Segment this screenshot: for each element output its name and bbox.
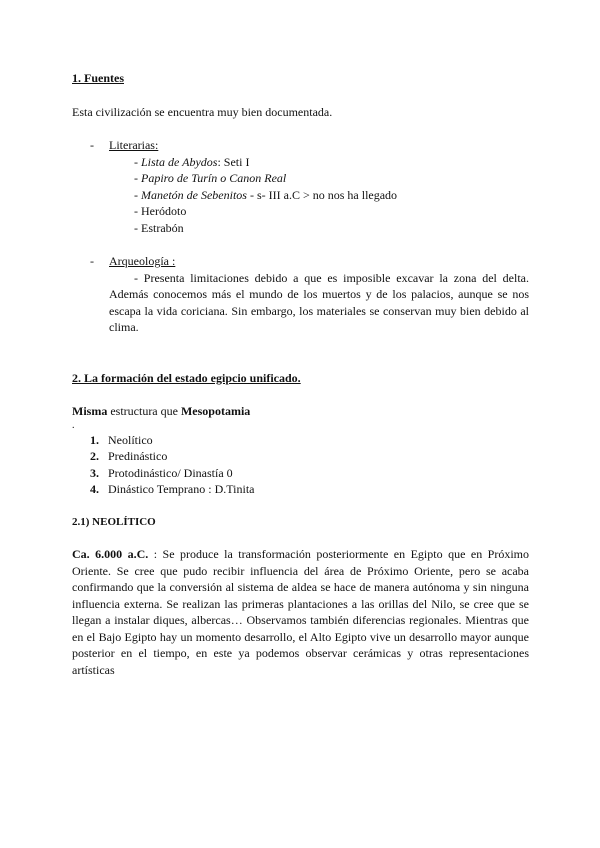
period-item: 4. Dinástico Temprano : D.Tinita	[90, 482, 255, 496]
dash-bullet: -	[90, 138, 94, 152]
literary-source-5: - Estrabón	[134, 220, 184, 235]
section-2-heading: 2. La formación del estado egipcio unificado.	[72, 370, 301, 385]
document-page	[72, 70, 529, 678]
section-1-intro: Esta civilización se encuentra muy bien documentada.	[72, 104, 333, 119]
literarias-label: Literarias:	[109, 138, 159, 152]
period-item: 2. Predinástico	[90, 449, 168, 463]
literary-source-3: - Manetón de Sebenitos - s- III a.C > no nos ha llegado	[134, 187, 398, 202]
sources-list	[72, 137, 529, 336]
literarias-item	[72, 137, 529, 236]
structure-line: Misma estructura que Mesopotamia	[72, 404, 251, 418]
literary-source-4: - Heródoto	[134, 204, 187, 218]
arqueologia-item	[72, 253, 529, 336]
periods-list	[72, 432, 529, 498]
literary-source-2: - Papiro de Turín o Canon Real	[134, 171, 287, 185]
literary-source-1: - Lista de Abydos: Seti I	[134, 154, 250, 169]
arqueologia-label: Arqueología :	[109, 254, 176, 268]
stray-dot: .	[72, 419, 75, 431]
period-item: 3. Protodinástico/ Dinastía 0	[90, 465, 233, 480]
section-1-heading: 1. Fuentes	[72, 71, 124, 85]
period-item: 1. Neolítico	[90, 432, 153, 447]
neolitico-paragraph: Ca. 6.000 a.C. : Se produce la transformación posteriormente en Egipto que en Próximo Oriente. Se cree que pudo recibir influencia del área de Próximo Oriente, pero se acaba confirmando que la conversión al sistema de aldea se hace de manera autónoma y sin ninguna influencia externa. Se realizan las primeras plantaciones a las orillas del Nilo, se cree que se llegan a instalar diques, albercas… Observamos también diferencias regionales. Mientras que en el Bajo Egipto hay un momento desarrollo, el Alto Egipto vive un desarrollo mayor aunque posterior en el tiempo, en este ya podemos observar cerámicas y otras representaciones artísticas	[72, 547, 529, 677]
arqueologia-text: - Presenta limitaciones debido a que es imposible excavar la zona del delta. Además conocemos más el mundo de los muertos y de los palacios, aunque se nos escapa la vida coriciana. Sin embargo, los materiales se conservan muy bien debido al clima.	[109, 270, 529, 334]
dash-bullet: -	[90, 254, 94, 268]
literarias-sublist	[109, 154, 529, 237]
section-2-1-heading: 2.1) NEOLÍTICO	[72, 515, 156, 528]
